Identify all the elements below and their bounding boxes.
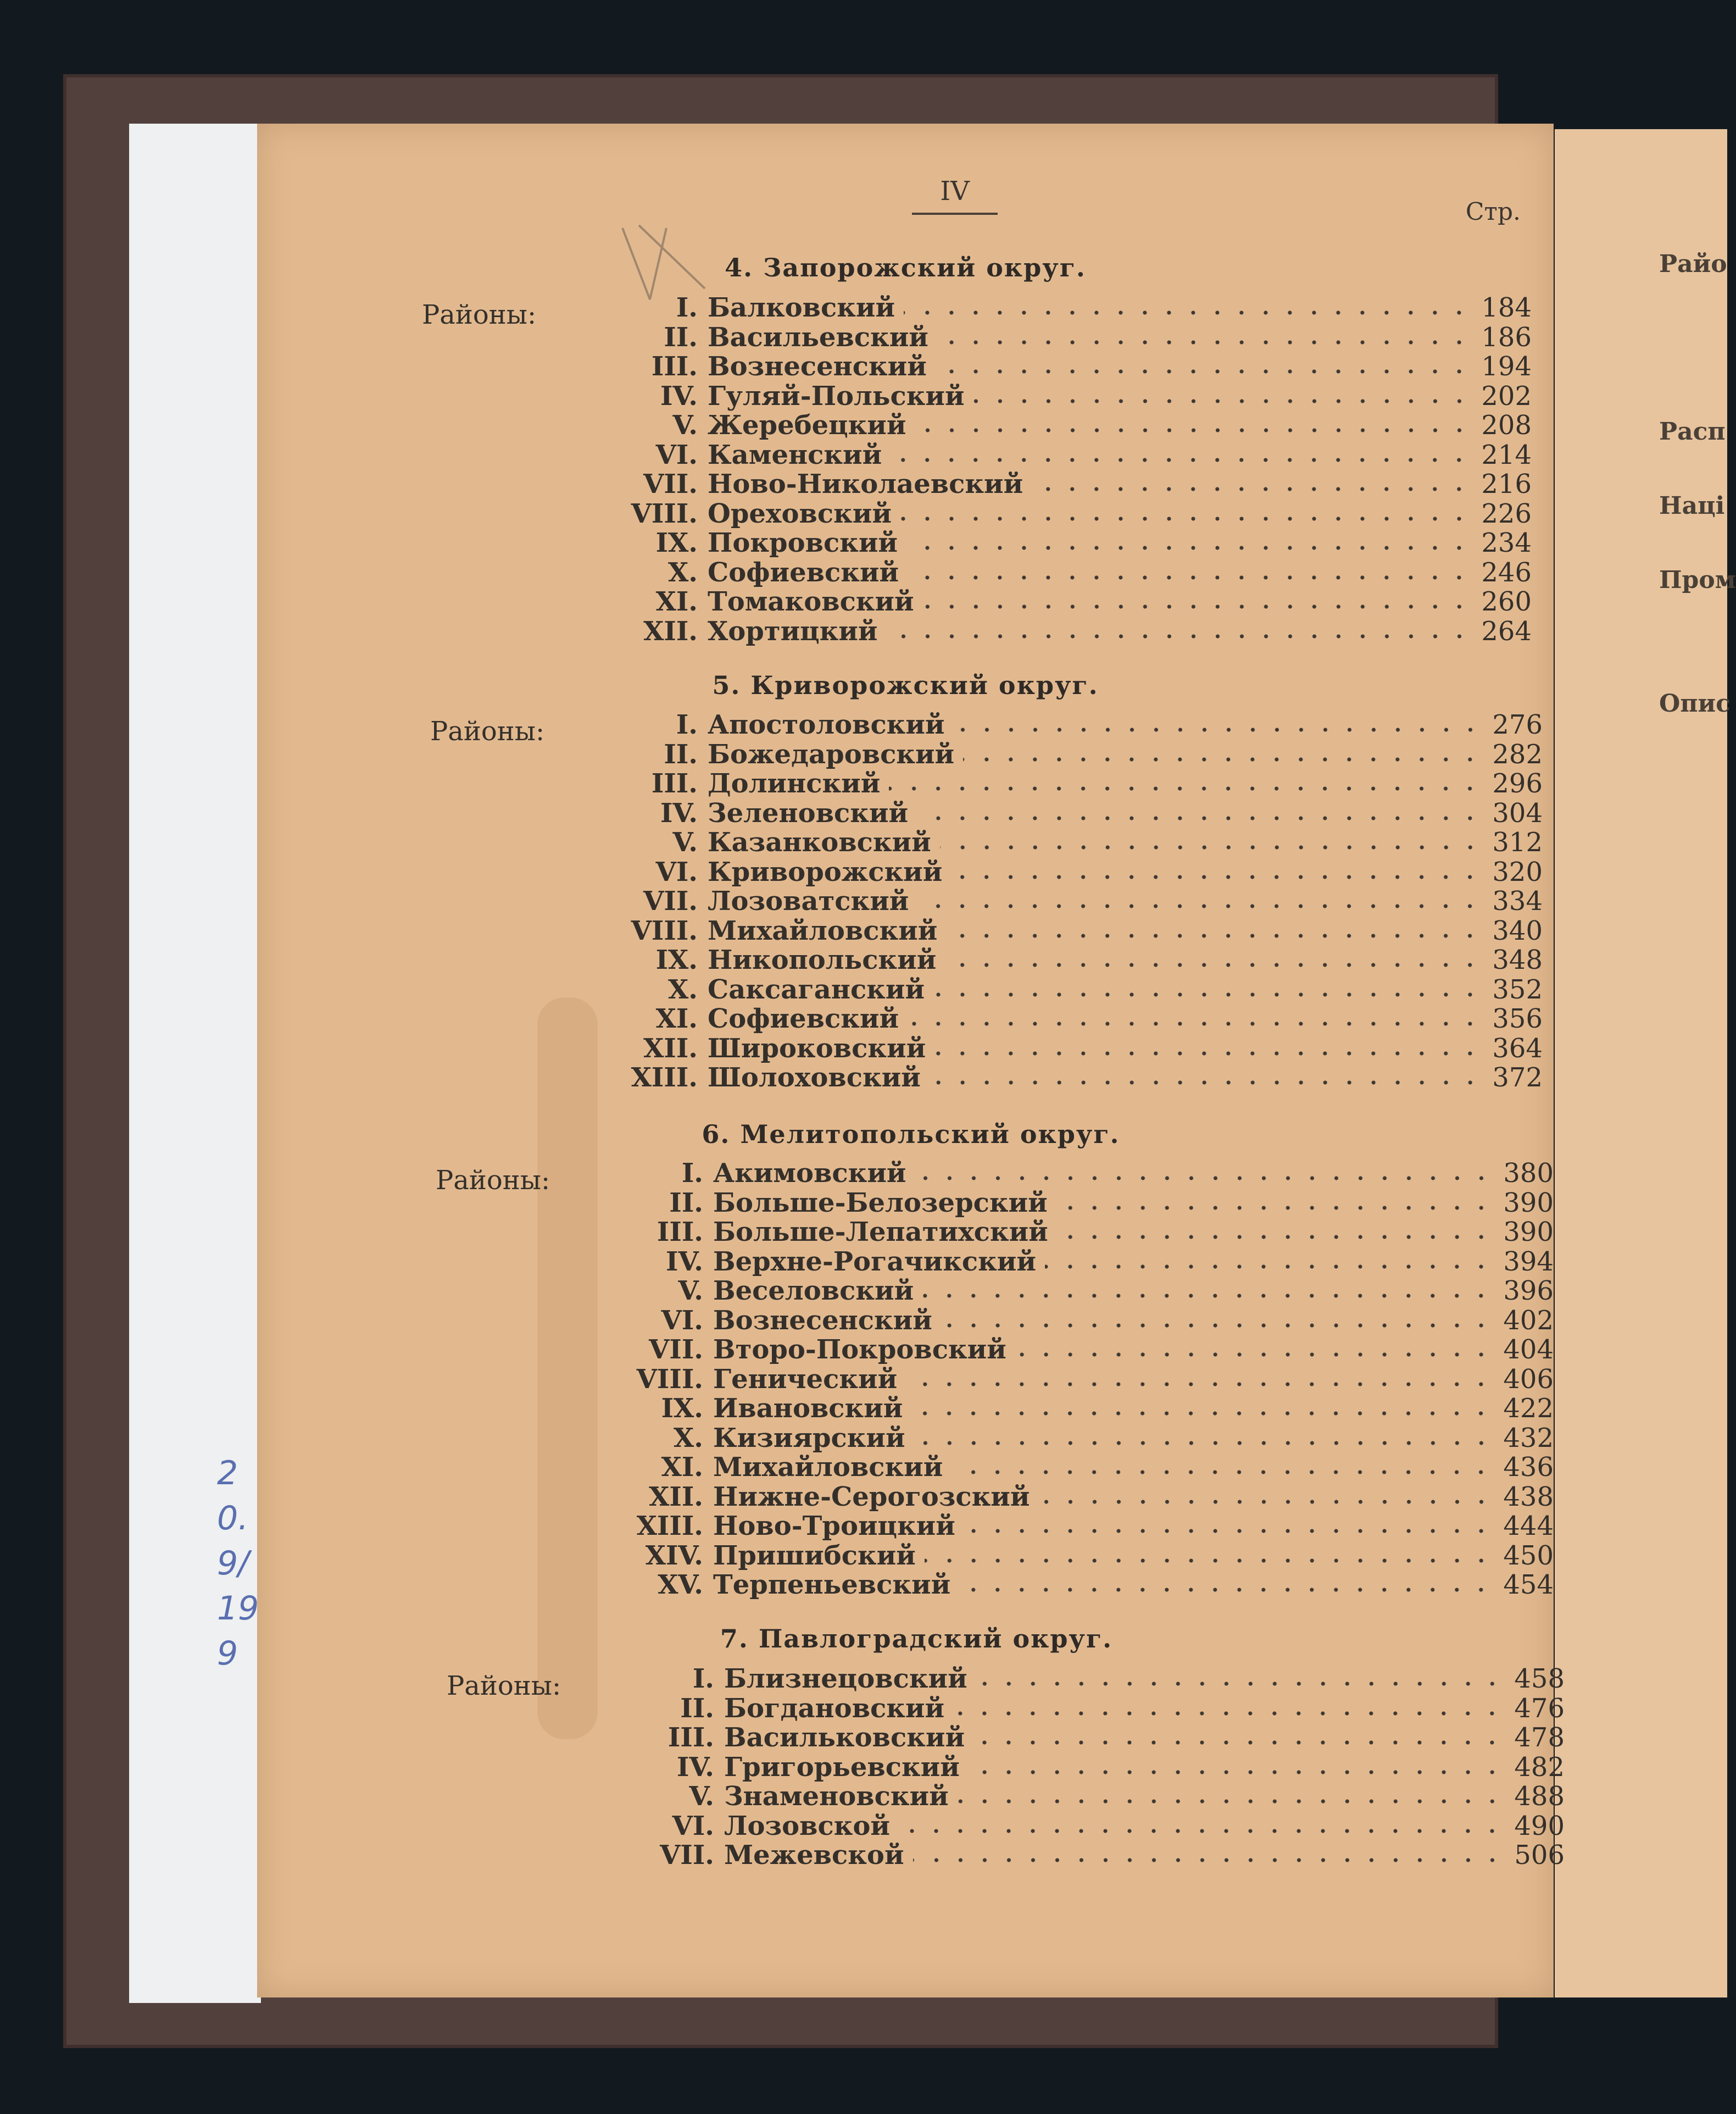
toc-entry bbox=[570, 1482, 1554, 1512]
toc-entry bbox=[565, 740, 1543, 769]
facing-page-fragment: Наці bbox=[1659, 492, 1725, 520]
section-title: 4. Запорожский округ. bbox=[725, 253, 1086, 282]
dot-leader bbox=[973, 398, 1471, 404]
dot-leader bbox=[1045, 1264, 1493, 1269]
entry-district-name: Жеребецкий bbox=[708, 410, 906, 441]
entry-page-number: 304 bbox=[1492, 797, 1543, 829]
entry-district-name: Богдановский bbox=[724, 1693, 945, 1724]
toc-entry bbox=[581, 1664, 1565, 1694]
toc-entry bbox=[581, 1840, 1565, 1870]
entry-numeral: III. bbox=[656, 1217, 703, 1247]
entry-district-name: Балковский bbox=[708, 292, 895, 323]
dot-leader bbox=[900, 516, 1471, 521]
toc-entry bbox=[565, 410, 1532, 440]
toc-entry bbox=[565, 352, 1532, 381]
facing-page-fragment: Расп bbox=[1659, 418, 1726, 446]
entry-numeral: VI. bbox=[655, 856, 698, 887]
entry-numeral: I. bbox=[681, 1158, 703, 1189]
dot-leader bbox=[915, 1175, 1493, 1181]
entry-page-number: 402 bbox=[1503, 1305, 1554, 1336]
entry-page-number: 348 bbox=[1492, 945, 1543, 975]
dot-leader bbox=[941, 1323, 1493, 1328]
entry-page-number: 454 bbox=[1503, 1569, 1554, 1600]
entry-page-number: 356 bbox=[1492, 1003, 1543, 1034]
entry-numeral: X. bbox=[668, 974, 698, 1005]
inserted-white-sheet bbox=[129, 124, 261, 2003]
toc-entry bbox=[570, 1511, 1554, 1541]
entry-page-number: 320 bbox=[1492, 856, 1543, 887]
entry-district-name: Лозовской bbox=[724, 1810, 890, 1841]
toc-entry bbox=[565, 1004, 1543, 1034]
entry-numeral: II. bbox=[669, 1187, 703, 1218]
entry-page-number: 506 bbox=[1514, 1840, 1565, 1871]
toc-entry bbox=[565, 769, 1543, 798]
entry-numeral: XI. bbox=[661, 1452, 703, 1483]
entry-page-number: 234 bbox=[1481, 528, 1532, 558]
entry-district-name: Ореховский bbox=[708, 498, 892, 529]
entry-numeral: VII. bbox=[649, 1334, 703, 1365]
toc-entry bbox=[570, 1452, 1554, 1482]
toc-entry bbox=[565, 293, 1532, 323]
dot-leader bbox=[951, 874, 1482, 880]
entry-numeral: XIV. bbox=[645, 1540, 703, 1571]
entry-district-name: Софиевский bbox=[708, 1003, 899, 1034]
toc-entry bbox=[570, 1423, 1554, 1453]
toc-entry bbox=[565, 469, 1532, 499]
entry-page-number: 404 bbox=[1503, 1334, 1554, 1365]
dot-leader bbox=[958, 1799, 1504, 1804]
toc-entry bbox=[581, 1811, 1565, 1841]
entry-district-name: Зеленовский bbox=[708, 797, 909, 829]
toc-entry bbox=[570, 1217, 1554, 1247]
dot-leader bbox=[952, 1469, 1493, 1475]
region-label: Районы: bbox=[422, 299, 537, 330]
dot-leader bbox=[936, 369, 1471, 374]
entry-numeral: XI. bbox=[655, 586, 698, 617]
dot-leader bbox=[906, 1381, 1493, 1387]
entry-page-number: 194 bbox=[1481, 351, 1532, 382]
dot-leader bbox=[917, 815, 1482, 821]
entry-district-name: Покровский bbox=[708, 528, 898, 558]
entry-district-name: Верхне-Рогачикский bbox=[713, 1246, 1036, 1277]
entry-numeral: IX. bbox=[661, 1393, 703, 1424]
toc-entry bbox=[565, 617, 1532, 646]
contents-page bbox=[257, 124, 1565, 1998]
entry-district-name: Криворожский bbox=[708, 856, 943, 887]
toc-entry bbox=[565, 440, 1532, 470]
entry-page-number: 490 bbox=[1514, 1810, 1565, 1841]
entry-page-number: 246 bbox=[1481, 557, 1532, 588]
dot-leader bbox=[1039, 1499, 1494, 1505]
entry-district-name: Больше-Лепатихский bbox=[713, 1217, 1048, 1247]
toc-entry bbox=[570, 1541, 1554, 1571]
entry-district-name: Близнецовский bbox=[724, 1663, 967, 1694]
toc-entry bbox=[581, 1752, 1565, 1782]
entry-page-number: 488 bbox=[1514, 1781, 1565, 1812]
toc-entry bbox=[570, 1276, 1554, 1306]
entry-numeral: III. bbox=[667, 1722, 714, 1753]
dot-leader bbox=[904, 310, 1471, 315]
entry-district-name: Долинский bbox=[708, 768, 881, 799]
entry-district-name: Шолоховский bbox=[708, 1062, 921, 1093]
entry-district-name: Михайловский bbox=[713, 1452, 943, 1483]
entry-page-number: 184 bbox=[1481, 292, 1532, 323]
entry-numeral: III. bbox=[651, 351, 698, 382]
dot-leader bbox=[1056, 1205, 1493, 1211]
toc-entry bbox=[570, 1306, 1554, 1335]
entry-page-number: 476 bbox=[1514, 1693, 1565, 1724]
toc-entry bbox=[570, 1394, 1554, 1423]
pencil-annotation-line: 0. bbox=[217, 1499, 249, 1538]
entry-numeral: VIII. bbox=[631, 498, 698, 529]
entry-numeral: II. bbox=[680, 1693, 714, 1724]
entry-district-name: Божедаровский bbox=[708, 739, 955, 770]
dot-leader bbox=[933, 992, 1482, 997]
pencil-annotation-line: 19 bbox=[217, 1589, 259, 1628]
entry-numeral: I. bbox=[692, 1663, 714, 1694]
entry-district-name: Никопольский bbox=[708, 945, 937, 975]
toc-entry bbox=[570, 1188, 1554, 1218]
page-number: IV bbox=[940, 176, 970, 207]
entry-numeral: V. bbox=[689, 1781, 714, 1812]
toc-entry bbox=[581, 1782, 1565, 1811]
entry-page-number: 264 bbox=[1481, 615, 1532, 647]
entry-district-name: Лозоватский bbox=[708, 886, 909, 917]
toc-entry bbox=[565, 1034, 1543, 1063]
entry-page-number: 372 bbox=[1492, 1062, 1543, 1093]
entry-district-name: Ново-Троицкий bbox=[713, 1511, 955, 1541]
toc-entry bbox=[570, 1364, 1554, 1394]
entry-district-name: Больше-Белозерский bbox=[713, 1187, 1048, 1218]
entry-numeral: V. bbox=[672, 827, 698, 858]
entry-page-number: 396 bbox=[1503, 1275, 1554, 1306]
toc-entry bbox=[565, 916, 1543, 946]
dot-leader bbox=[953, 1711, 1504, 1716]
entry-numeral: VII. bbox=[643, 886, 698, 917]
entry-district-name: Васильевский bbox=[708, 321, 928, 353]
entry-numeral: X. bbox=[674, 1422, 703, 1453]
entry-page-number: 380 bbox=[1503, 1158, 1554, 1189]
toc-entry bbox=[565, 857, 1543, 887]
entry-page-number: 432 bbox=[1503, 1422, 1554, 1453]
entry-district-name: Веселовский bbox=[713, 1275, 914, 1306]
dot-leader bbox=[959, 1587, 1493, 1593]
dot-leader bbox=[908, 1021, 1482, 1027]
entry-page-number: 334 bbox=[1492, 886, 1543, 917]
entry-numeral: II. bbox=[664, 739, 698, 770]
entry-district-name: Межевской bbox=[724, 1840, 904, 1871]
toc-entry bbox=[581, 1694, 1565, 1723]
dot-leader bbox=[914, 1440, 1493, 1446]
entry-numeral: XII. bbox=[643, 615, 698, 647]
section-title: 6. Мелитопольский округ. bbox=[702, 1119, 1120, 1149]
entry-page-number: 364 bbox=[1492, 1033, 1543, 1064]
entry-numeral: XV. bbox=[658, 1569, 703, 1600]
toc-entry bbox=[581, 1723, 1565, 1752]
dot-leader bbox=[891, 457, 1471, 463]
pencil-annotation-line: 9/ bbox=[217, 1544, 249, 1583]
region-label: Районы: bbox=[447, 1671, 561, 1701]
toc-entry bbox=[565, 710, 1543, 740]
entry-page-number: 444 bbox=[1503, 1511, 1554, 1541]
dot-leader bbox=[908, 575, 1471, 580]
entry-numeral: XIII. bbox=[636, 1511, 703, 1541]
entry-page-number: 458 bbox=[1514, 1663, 1565, 1694]
entry-district-name: Томаковский bbox=[708, 586, 914, 617]
dot-leader bbox=[899, 1828, 1504, 1834]
facing-page-fragment: Райо bbox=[1659, 250, 1727, 278]
facing-page-fragment: Опис bbox=[1659, 690, 1731, 718]
entry-page-number: 340 bbox=[1492, 915, 1543, 946]
toc-entry bbox=[570, 1247, 1554, 1277]
entry-district-name: Саксаганский bbox=[708, 974, 925, 1005]
dot-leader bbox=[925, 1558, 1493, 1563]
entry-numeral: VI. bbox=[655, 439, 698, 470]
entry-district-name: Кизиярский bbox=[713, 1422, 905, 1453]
entry-page-number: 214 bbox=[1481, 439, 1532, 470]
entry-numeral: XI. bbox=[655, 1003, 698, 1034]
dot-leader bbox=[922, 1293, 1493, 1299]
entry-page-number: 422 bbox=[1503, 1393, 1554, 1424]
entry-district-name: Широковский bbox=[708, 1033, 926, 1064]
dot-leader bbox=[1057, 1234, 1493, 1240]
dot-leader bbox=[946, 933, 1482, 939]
entry-numeral: VI. bbox=[672, 1810, 714, 1841]
entry-district-name: Каменский bbox=[708, 439, 882, 470]
toc-entry bbox=[570, 1158, 1554, 1188]
dot-leader bbox=[917, 903, 1482, 909]
entry-numeral: IV. bbox=[665, 1246, 703, 1277]
entry-district-name: Казанковский bbox=[708, 827, 931, 858]
entry-page-number: 436 bbox=[1503, 1452, 1554, 1483]
dot-leader bbox=[889, 786, 1482, 791]
dot-leader bbox=[906, 545, 1471, 551]
entry-numeral: XIII. bbox=[631, 1062, 698, 1093]
entry-district-name: Знаменовский bbox=[724, 1781, 949, 1812]
entry-district-name: Васильковский bbox=[724, 1722, 965, 1753]
entry-page-number: 208 bbox=[1481, 410, 1532, 441]
region-label: Районы: bbox=[436, 1165, 550, 1196]
entry-page-number: 352 bbox=[1492, 974, 1543, 1005]
entry-numeral: VIII. bbox=[636, 1363, 703, 1395]
entry-district-name: Вознесенский bbox=[713, 1305, 932, 1336]
dot-leader bbox=[964, 1528, 1493, 1534]
entry-numeral: I. bbox=[676, 292, 698, 323]
entry-numeral: XII. bbox=[643, 1033, 698, 1064]
entry-numeral: VII. bbox=[660, 1840, 714, 1871]
toc-entry bbox=[565, 528, 1532, 558]
dot-leader bbox=[963, 757, 1482, 762]
page-number-underline bbox=[912, 213, 998, 215]
entry-district-name: Акимовский bbox=[713, 1158, 906, 1189]
entry-district-name: Григорьевский bbox=[724, 1751, 960, 1783]
dot-leader bbox=[930, 1080, 1482, 1085]
dot-leader bbox=[969, 1769, 1504, 1775]
dot-leader bbox=[911, 1411, 1493, 1416]
entry-numeral: V. bbox=[678, 1275, 703, 1306]
entry-district-name: Хортицкий bbox=[708, 615, 878, 647]
entry-numeral: III. bbox=[651, 768, 698, 799]
toc-entry bbox=[565, 499, 1532, 529]
dot-leader bbox=[1032, 486, 1471, 492]
entry-district-name: Михайловский bbox=[708, 915, 938, 946]
toc-entry bbox=[565, 886, 1543, 916]
toc-entry bbox=[565, 558, 1532, 587]
pencil-annotation-line: 9 bbox=[217, 1634, 238, 1673]
toc-entry bbox=[565, 945, 1543, 975]
toc-entry bbox=[565, 828, 1543, 857]
entry-page-number: 394 bbox=[1503, 1246, 1554, 1277]
entry-numeral: IV. bbox=[660, 380, 698, 412]
entry-numeral: IV. bbox=[676, 1751, 714, 1783]
toc-entry bbox=[565, 323, 1532, 352]
entry-numeral: IX. bbox=[655, 945, 698, 975]
entry-numeral: VII. bbox=[643, 469, 698, 500]
entry-numeral: V. bbox=[672, 410, 698, 441]
entry-numeral: XII. bbox=[649, 1481, 703, 1512]
section-title: 5. Криворожский округ. bbox=[712, 670, 1099, 700]
entry-numeral: VIII. bbox=[631, 915, 698, 946]
entry-page-number: 406 bbox=[1503, 1363, 1554, 1395]
entry-district-name: Пришибский bbox=[713, 1540, 916, 1571]
dot-leader bbox=[913, 1857, 1504, 1863]
section-title: 7. Павлоградский округ. bbox=[720, 1624, 1113, 1654]
dot-leader bbox=[976, 1681, 1504, 1686]
entry-page-number: 390 bbox=[1503, 1187, 1554, 1218]
entry-page-number: 482 bbox=[1514, 1751, 1565, 1783]
dot-leader bbox=[915, 428, 1472, 433]
dot-leader bbox=[1015, 1352, 1493, 1357]
toc-entry bbox=[570, 1570, 1554, 1600]
dot-leader bbox=[923, 604, 1471, 609]
facing-page-fragment: Пром bbox=[1659, 566, 1736, 594]
entry-numeral: I. bbox=[676, 709, 698, 740]
dot-leader bbox=[945, 962, 1482, 968]
entry-numeral: X. bbox=[668, 557, 698, 588]
entry-numeral: II. bbox=[664, 321, 698, 353]
toc-entry bbox=[565, 975, 1543, 1005]
entry-page-number: 186 bbox=[1481, 321, 1532, 353]
entry-district-name: Второ-Покровский bbox=[713, 1334, 1006, 1365]
entry-numeral: IV. bbox=[660, 797, 698, 829]
entry-page-number: 216 bbox=[1481, 469, 1532, 500]
entry-page-number: 202 bbox=[1481, 380, 1532, 412]
entry-district-name: Ивановский bbox=[713, 1393, 903, 1424]
entry-district-name: Терпеньевский bbox=[713, 1569, 951, 1600]
dot-leader bbox=[973, 1740, 1504, 1745]
pencil-annotation bbox=[217, 1451, 259, 1676]
region-label: Районы: bbox=[430, 716, 545, 747]
entry-page-number: 276 bbox=[1492, 709, 1543, 740]
page-column-label: Стр. bbox=[1465, 198, 1521, 226]
dot-leader bbox=[937, 340, 1471, 345]
entry-district-name: Ново-Николаевский bbox=[708, 469, 1023, 500]
dot-leader bbox=[887, 634, 1472, 639]
pencil-annotation-line: 2 bbox=[217, 1454, 238, 1492]
toc-entry bbox=[570, 1335, 1554, 1364]
dot-leader bbox=[954, 727, 1482, 733]
facing-page bbox=[1555, 129, 1736, 1998]
entry-district-name: Генический bbox=[713, 1363, 898, 1395]
entry-page-number: 312 bbox=[1492, 827, 1543, 858]
entry-district-name: Вознесенский bbox=[708, 351, 927, 382]
entry-numeral: VI. bbox=[661, 1305, 703, 1336]
entry-page-number: 260 bbox=[1481, 586, 1532, 617]
entry-numeral: IX. bbox=[655, 528, 698, 558]
entry-page-number: 390 bbox=[1503, 1217, 1554, 1247]
entry-page-number: 478 bbox=[1514, 1722, 1565, 1753]
toc-entry bbox=[565, 798, 1543, 828]
entry-page-number: 226 bbox=[1481, 498, 1532, 529]
entry-district-name: Апостоловский bbox=[708, 709, 945, 740]
entry-page-number: 296 bbox=[1492, 768, 1543, 799]
entry-page-number: 450 bbox=[1503, 1540, 1554, 1571]
entry-district-name: Гуляй-Польский bbox=[708, 380, 965, 412]
toc-entry bbox=[565, 381, 1532, 411]
dot-leader bbox=[940, 845, 1482, 850]
entry-district-name: Нижне-Серогозский bbox=[713, 1481, 1030, 1512]
toc-entry bbox=[565, 1063, 1543, 1092]
dot-leader bbox=[934, 1051, 1482, 1056]
toc-entry bbox=[565, 587, 1532, 617]
entry-page-number: 282 bbox=[1492, 739, 1543, 770]
entry-district-name: Софиевский bbox=[708, 557, 899, 588]
entry-page-number: 438 bbox=[1503, 1481, 1554, 1512]
